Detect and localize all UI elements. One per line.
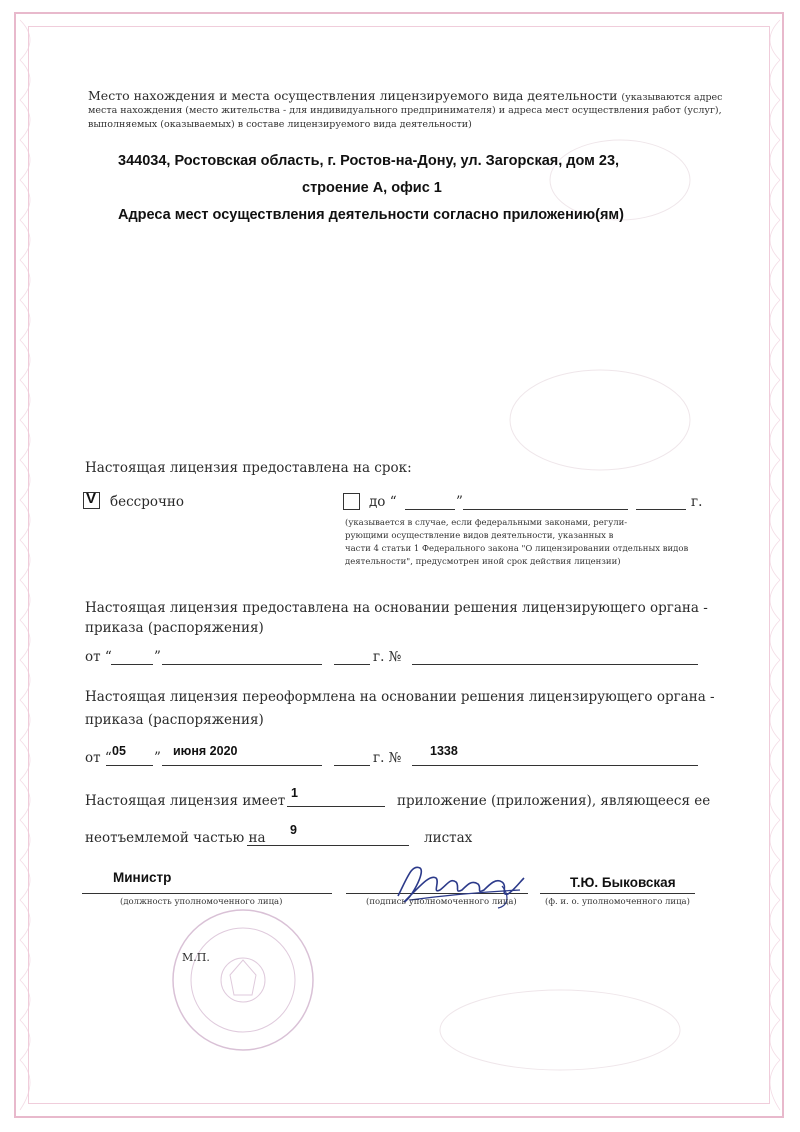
term-note-line: рующими осуществление видов деятельности, указанных в [345, 531, 614, 541]
reissued-quote-close: ” [154, 750, 161, 766]
appendix-line2-prefix: неотъемлемой частью на [85, 830, 266, 846]
granted-month-line [162, 664, 322, 665]
granted-day-line [111, 664, 153, 665]
until-month-line [463, 509, 628, 510]
address-line-3: Адреса мест осуществления деятельности согласно приложению(ям) [118, 207, 624, 223]
granted-from-prefix: от “ [85, 649, 112, 665]
address-line-1: 344034, Ростовская область, г. Ростов-на-Дону, ул. Загорская, дом 23, [118, 153, 620, 169]
stamp-label: М.П. [182, 951, 210, 964]
until-quote-close: ” [456, 494, 463, 510]
reissued-from-prefix: от “ [85, 750, 112, 766]
position-line [82, 893, 332, 894]
granted-year-line [334, 664, 370, 665]
indefinite-label: бессрочно [110, 494, 185, 510]
official-seal [168, 905, 318, 1055]
granted-quote-close: ” [154, 649, 161, 665]
appendix-prefix: Настоящая лицензия имеет [85, 793, 286, 809]
granted-line-2: приказа (распоряжения) [85, 620, 264, 636]
check-mark: V [86, 490, 97, 507]
signature-caption: (подпись уполномоченного лица) [366, 897, 517, 907]
address-line-2: строение А, офис 1 [302, 180, 442, 196]
signatory-position: Министр [113, 870, 172, 885]
term-note-line: части 4 статьи 1 Федерального закона "О лицензировании отдельных видов [345, 544, 689, 554]
reissued-year-line [334, 765, 370, 766]
until-year-suffix: г. [691, 494, 703, 510]
until-prefix: до “ [369, 494, 397, 510]
reissued-month-year: июня 2020 [173, 744, 238, 758]
location-note-line3: выполняемых (оказываемых) в составе лицензируемого вида деятельности) [88, 119, 472, 130]
term-note-line: (указывается в случае, если федеральными законами, регули- [345, 518, 628, 528]
location-note-part1: (указываются адрес [621, 92, 723, 103]
until-day-line [405, 509, 455, 510]
location-heading-line [88, 88, 722, 103]
reissued-line-2: приказа (распоряжения) [85, 712, 264, 728]
reissued-line-1: Настоящая лицензия переоформлена на основании решения лицензирующего органа - [85, 689, 715, 705]
reissued-day-line [106, 765, 153, 766]
reissued-month-line [162, 765, 322, 766]
appendix-middle: приложение (приложения), являющееся ее [397, 793, 711, 809]
name-line [540, 893, 695, 894]
term-note-line: деятельности", предусмотрен иной срок действия лицензии) [345, 557, 621, 567]
granted-line-1: Настоящая лицензия предоставлена на основании решения лицензирующего органа - [85, 600, 708, 616]
reissued-day: 05 [112, 744, 126, 758]
position-caption: (должность уполномоченного лица) [120, 897, 283, 907]
indefinite-checkbox[interactable] [83, 492, 100, 509]
granted-number-label: г. № [373, 649, 402, 665]
appendix-sheets-line [247, 845, 409, 846]
location-heading: Место нахождения и места осуществления лицензируемого вида деятельности [88, 88, 618, 103]
reissued-number-line [412, 765, 698, 766]
name-caption: (ф. и. о. уполномоченного лица) [545, 897, 690, 907]
until-date-checkbox[interactable] [343, 493, 360, 510]
appendix-count-line [287, 806, 385, 807]
until-year-line [636, 509, 686, 510]
granted-number-line [412, 664, 698, 665]
appendix-suffix: листах [424, 830, 473, 846]
appendix-sheets: 9 [290, 823, 297, 837]
signatory-name: Т.Ю. Быковская [570, 875, 676, 890]
reissued-number-label: г. № [373, 750, 402, 766]
appendix-count: 1 [291, 786, 298, 800]
reissued-number: 1338 [430, 744, 458, 758]
location-note-line2: места нахождения (место жительства - для индивидуального предпринимателя) и адреса мест осуществления работ (услуг), [88, 105, 722, 116]
term-heading: Настоящая лицензия предоставлена на срок: [85, 460, 412, 476]
